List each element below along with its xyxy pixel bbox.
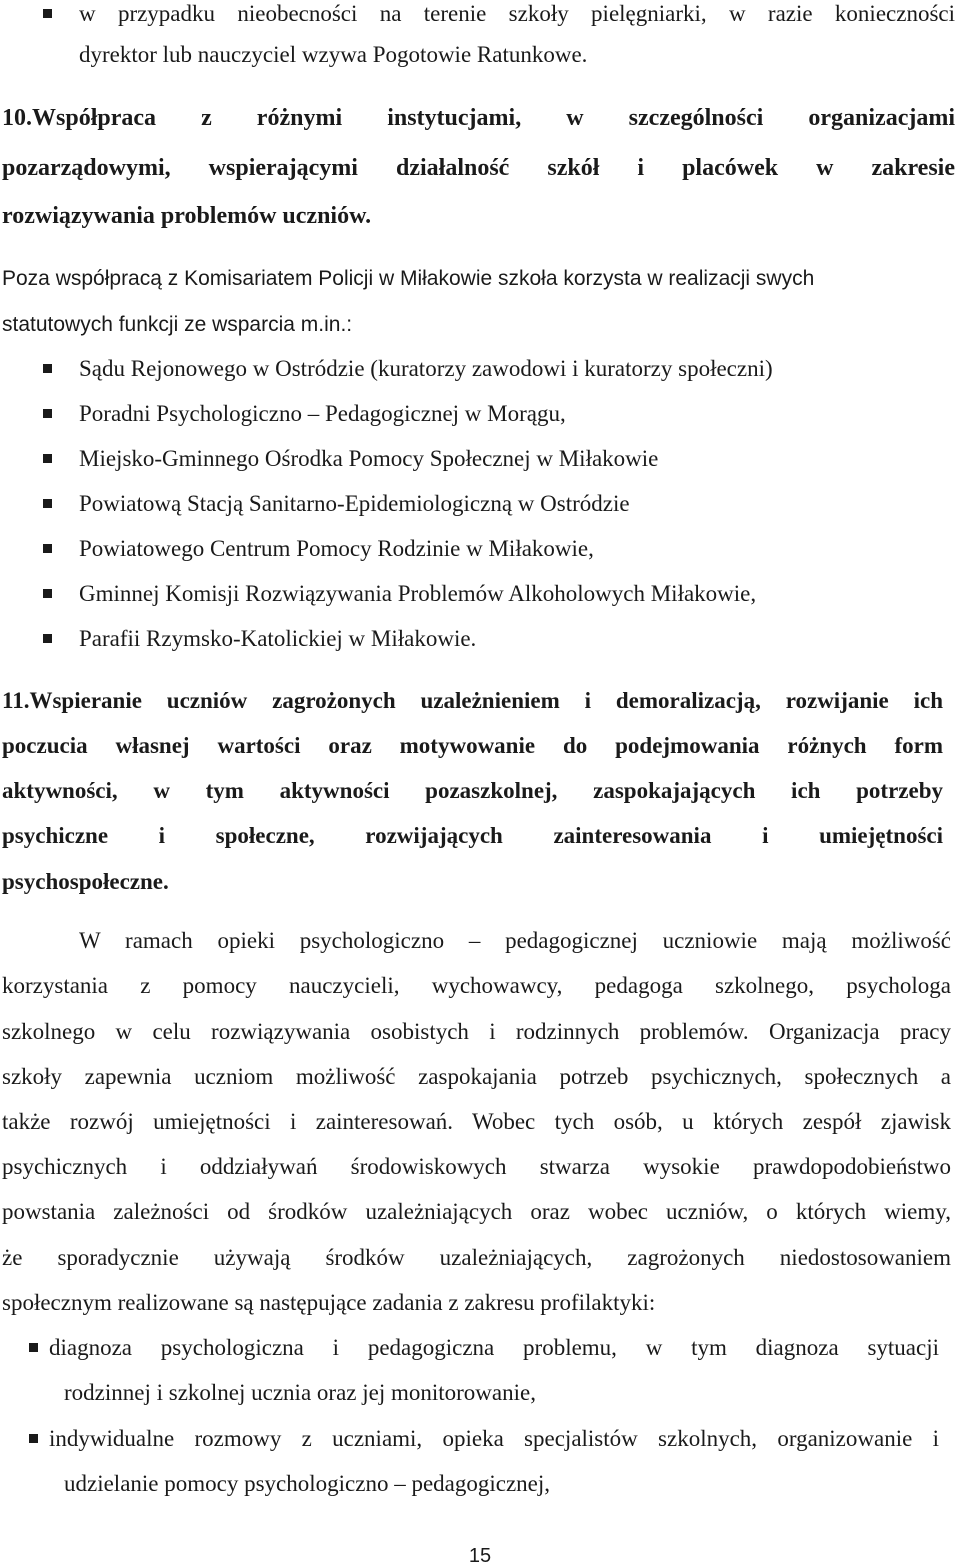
paragraph-line: także rozwój umiejętności i zainteresowań. Wobec tych osób, u których zespół zjawisk [2,1109,951,1134]
task-item-line: rodzinnej i szkolnej ucznia oraz jej monitorowanie, [64,1380,536,1405]
square-bullet-icon [29,1343,38,1352]
task-item-line: udzielanie pomocy psychologiczno – pedagogicznej, [64,1471,551,1496]
square-bullet-icon [43,589,52,598]
intro-paragraph-line: Poza współpracą z Komisariatem Policji w Miłakowie szkoła korzysta w realizacji swych [2,267,815,290]
intro-paragraph-line: statutowych funkcji ze wsparcia m.in.: [2,313,353,336]
paragraph-line: powstania zależności od środków uzależniających oraz wobec uczniów, o których wiemy, [2,1199,951,1224]
section-heading: 11.Wspieranie uczniów zagrożonych uzależnieniem i demoralizacją, rozwijanie ich [2,688,943,713]
section-heading: psychospołeczne. [2,869,169,894]
list-item: Powiatową Stacją Sanitarno-Epidemiologiczną w Ostródzie [79,491,630,516]
square-bullet-icon [43,499,52,508]
paragraph-line: szkoły zapewnia uczniom możliwość zaspokajania potrzeb psychicznych, społecznych a [2,1064,951,1089]
task-item-line: diagnoza psychologiczna i pedagogiczna problemu, w tym diagnoza sytuacji [49,1335,939,1360]
list-item: Gminnej Komisji Rozwiązywania Problemów Alkoholowych Miłakowie, [79,581,757,606]
section-heading: aktywności, w tym aktywności pozaszkolnej, zaspokajających ich potrzeby [2,778,943,803]
square-bullet-icon [29,1434,38,1443]
square-bullet-icon [43,364,52,373]
list-item: Sądu Rejonowego w Ostródzie (kuratorzy zawodowi i kuratorzy społeczni) [79,356,773,381]
paragraph-line: społecznym realizowane są następujące zadania z zakresu profilaktyki: [2,1290,656,1315]
list-item: Poradni Psychologiczno – Pedagogicznej w Morągu, [79,401,566,426]
square-bullet-icon [43,544,52,553]
section-heading: pozarządowymi, wspierającymi działalność szkół i placówek w zakresie [2,155,955,181]
paragraph-line: szkolnego w celu rozwiązywania osobistych i rodzinnych problemów. Organizacja pracy [2,1019,951,1044]
section-heading: poczucia własnej wartości oraz motywowanie do podejmowania różnych form [2,733,943,758]
page-number: 15 [468,1545,492,1567]
square-bullet-icon [43,9,52,18]
section-heading: rozwiązywania problemów uczniów. [2,203,372,229]
paragraph-line: że sporadycznie używają środków uzależniających, zagrożonych niedostosowaniem [2,1245,951,1270]
square-bullet-icon [43,634,52,643]
bullet-text-line: w przypadku nieobecności na terenie szkoły pielęgniarki, w razie konieczności [79,1,955,26]
paragraph-line: korzystania z pomocy nauczycieli, wychowawcy, pedagoga szkolnego, psychologa [2,973,951,998]
paragraph-line: psychicznych i oddziaływań środowiskowych stwarza wysokie prawdopodobieństwo [2,1154,951,1179]
bullet-text-line: dyrektor lub nauczyciel wzywa Pogotowie Ratunkowe. [79,42,588,67]
section-heading: psychiczne i społeczne, rozwijających zainteresowania i umiejętności [2,823,943,848]
list-item: Miejsko-Gminnego Ośrodka Pomocy Społecznej w Miłakowie [79,446,659,471]
paragraph-line: W ramach opieki psychologiczno – pedagogicznej uczniowie mają możliwość [79,928,951,953]
list-item: Parafii Rzymsko-Katolickiej w Miłakowie. [79,626,477,651]
list-item: Powiatowego Centrum Pomocy Rodzinie w Miłakowie, [79,536,594,561]
square-bullet-icon [43,409,52,418]
square-bullet-icon [43,454,52,463]
section-heading: 10.Współpraca z różnymi instytucjami, w szczególności organizacjami [2,105,955,131]
task-item-line: indywidualne rozmowy z uczniami, opieka specjalistów szkolnych, organizowanie i [49,1426,939,1451]
